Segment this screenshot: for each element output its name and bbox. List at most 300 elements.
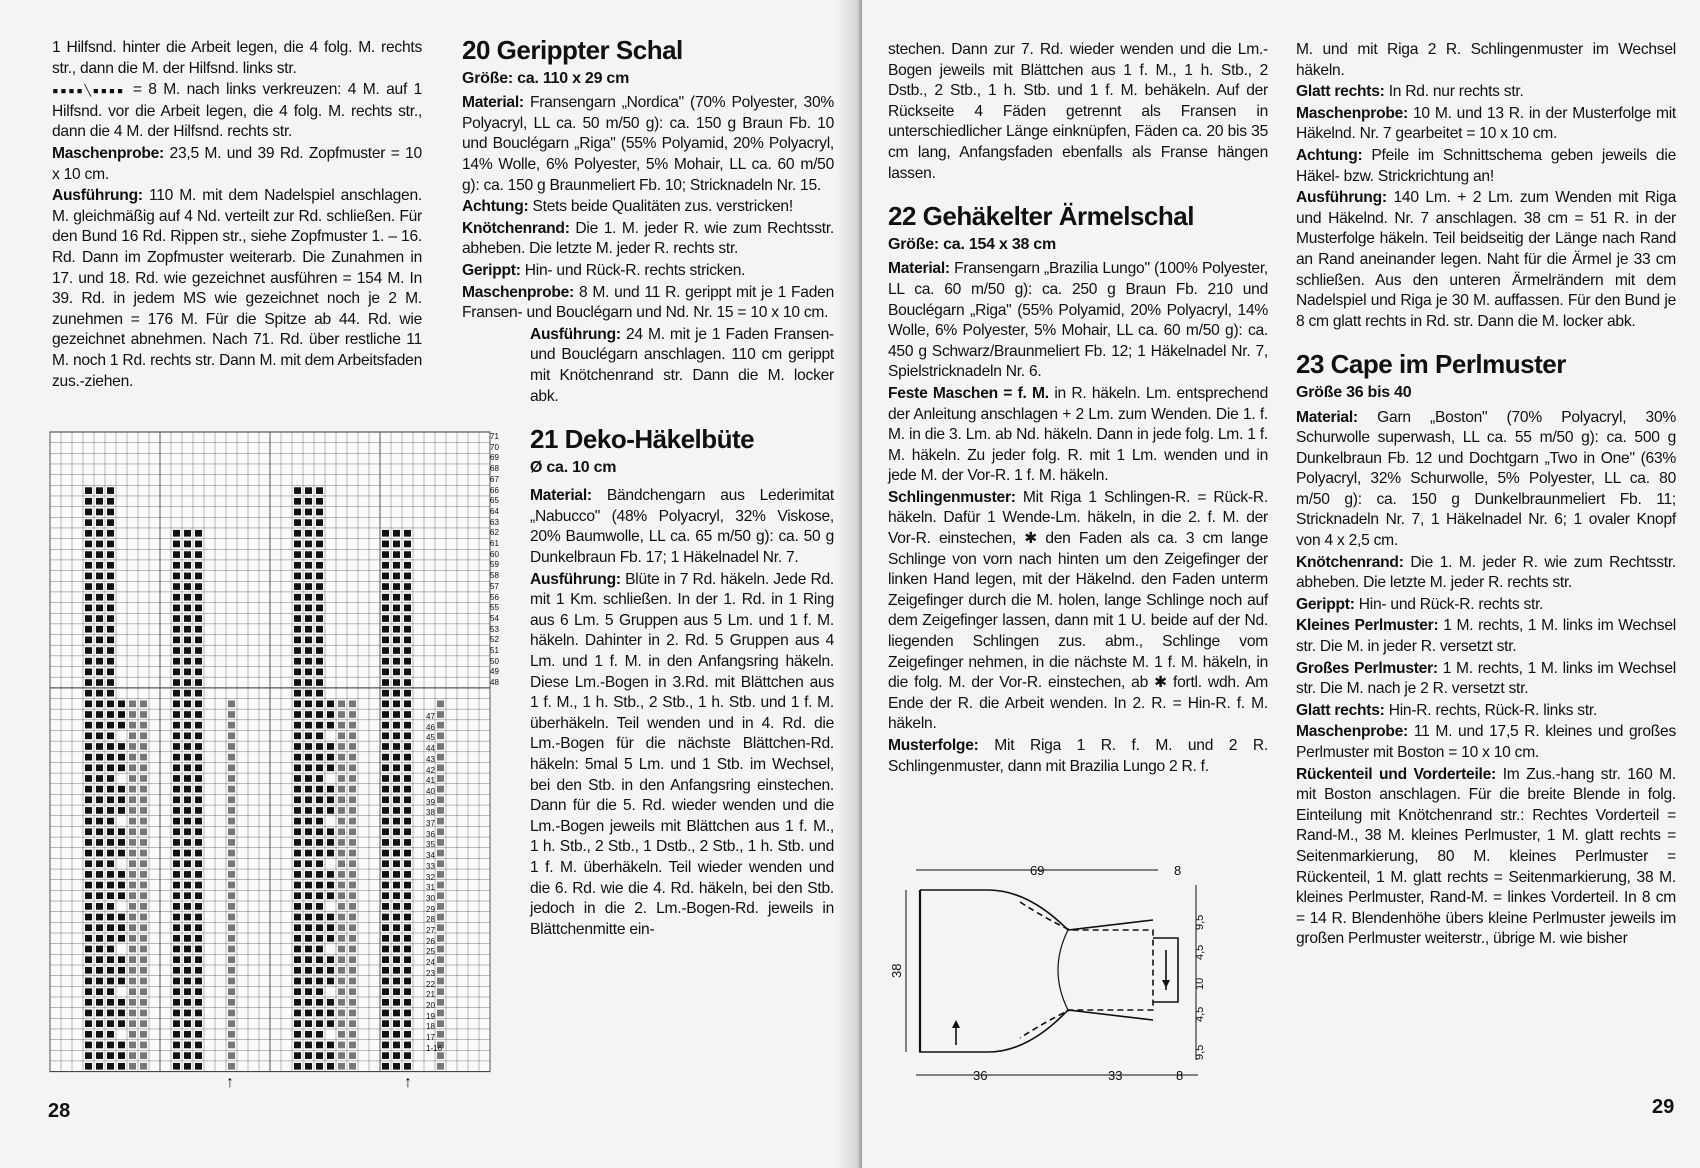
chart-cell xyxy=(316,509,323,516)
chart-cell xyxy=(107,669,114,676)
chart-cell xyxy=(294,732,301,739)
chart-cell xyxy=(195,1031,202,1038)
chart-cell xyxy=(184,637,191,644)
chart-cell xyxy=(96,882,103,889)
chart-cell xyxy=(327,850,334,857)
chart-cell xyxy=(338,935,345,942)
chart-cell xyxy=(195,839,202,846)
chart-cell xyxy=(349,764,356,771)
chart-cell xyxy=(195,669,202,676)
chart-cell xyxy=(382,690,389,697)
chart-cell xyxy=(96,679,103,686)
chart-row-number: 45 xyxy=(426,733,435,743)
chart-cell xyxy=(327,1042,334,1049)
chart-cell xyxy=(173,988,180,995)
chart-cell xyxy=(305,711,312,718)
chart-cell xyxy=(294,530,301,537)
chart-cell xyxy=(85,850,92,857)
chart-cell xyxy=(316,860,323,867)
chart-cell xyxy=(382,605,389,612)
chart-cell xyxy=(173,786,180,793)
chart-cell xyxy=(184,882,191,889)
chart-cell xyxy=(305,871,312,878)
chart-cell xyxy=(338,903,345,910)
chart-cell xyxy=(404,1010,411,1017)
chart-cell xyxy=(393,530,400,537)
chart-cell xyxy=(173,626,180,633)
chart-cell xyxy=(305,956,312,963)
chart-cell xyxy=(294,573,301,580)
chart-cell xyxy=(85,530,92,537)
chart-cell xyxy=(393,551,400,558)
chart-cell xyxy=(349,999,356,1006)
chart-cell xyxy=(85,1020,92,1027)
chart-arrow-1: ↑ xyxy=(226,1074,234,1091)
chart-cell xyxy=(184,828,191,835)
chart-cell xyxy=(294,850,301,857)
chart-cell xyxy=(107,487,114,494)
chart-cell xyxy=(305,530,312,537)
chart-cell xyxy=(85,967,92,974)
chart-cell xyxy=(173,1063,180,1070)
p20-maschenprobe-label: Maschenprobe: xyxy=(462,283,574,301)
chart-cell xyxy=(85,658,92,665)
chart-cell xyxy=(173,722,180,729)
chart-cell xyxy=(184,818,191,825)
ausfuehrung-text: 110 M. mit dem Nadelspiel anschlagen. M. gleichmäßig auf 4 Nd. verteilt zur Rd. schließen. Für den Bund 16 Rd. Rippen str., siehe Zopfmuster 1. – 16. Rd. Dann im Zopfmuster weiterarb. Die Zunahmen in 17. und 18. Rd. wie gezeichnet ausführen = 154 M. In 39. Rd. in jedem MS wie gezeichnet noch je 2 M. zunehmen = 176 M. Für die Spitze ab 44. Rd. wie gezeichnet abnehmen. Nach 71. Rd. über restliche 11 M. noch 1 Rd. rechts str. Dann M. mit dem Arbeitsfaden zus.-ziehen. xyxy=(52,187,422,390)
chart-cell xyxy=(382,871,389,878)
chart-cell xyxy=(184,615,191,622)
chart-cell xyxy=(294,956,301,963)
chart-cell xyxy=(294,914,301,921)
chart-cell xyxy=(96,796,103,803)
chart-cell xyxy=(129,1052,136,1059)
intro-text-2 xyxy=(52,80,422,143)
chart-cell xyxy=(184,764,191,771)
chart-cell xyxy=(404,818,411,825)
chart-cell xyxy=(382,935,389,942)
chart-cell xyxy=(382,647,389,654)
chart-cell xyxy=(316,1010,323,1017)
p23-grosses-perlmuster xyxy=(1296,659,1676,700)
chart-row-number: 57 xyxy=(490,581,499,591)
chart-cell xyxy=(393,669,400,676)
chart-cell xyxy=(140,1042,147,1049)
chart-cell xyxy=(173,807,180,814)
chart-cell xyxy=(173,732,180,739)
chart-cell xyxy=(228,860,235,867)
chart-cell xyxy=(294,487,301,494)
chart-cell xyxy=(184,551,191,558)
chart-cell xyxy=(107,988,114,995)
chart-cell xyxy=(118,743,125,750)
chart-cell xyxy=(382,839,389,846)
chart-cell xyxy=(316,647,323,654)
chart-cell xyxy=(85,924,92,931)
chart-cell xyxy=(173,828,180,835)
chart-cell xyxy=(184,690,191,697)
chart-cell xyxy=(96,999,103,1006)
chart-cell xyxy=(393,871,400,878)
chart-cell xyxy=(96,722,103,729)
chart-cell xyxy=(305,807,312,814)
chart-cell xyxy=(228,701,235,708)
p20-knoetchen-label: Knötchenrand: xyxy=(462,219,570,237)
chart-cell xyxy=(184,988,191,995)
maschenprobe-text: 23,5 M. und 39 Rd. Zopfmuster = 10 x 10 cm. xyxy=(52,144,422,183)
schema-label-8-top: 8 xyxy=(1174,863,1182,878)
chart-cell xyxy=(294,786,301,793)
chart-cell xyxy=(173,583,180,590)
schema-label-9-5-bottom: 9,5 xyxy=(1194,1044,1206,1060)
chart-cell xyxy=(294,807,301,814)
chart-cell xyxy=(393,892,400,899)
chart-cell xyxy=(338,764,345,771)
chart-cell xyxy=(173,978,180,985)
chart-cell xyxy=(382,541,389,548)
chart-cell xyxy=(327,786,334,793)
chart-cell xyxy=(195,637,202,644)
chart-cell xyxy=(173,818,180,825)
p20-gerippt-label: Gerippt: xyxy=(462,261,521,279)
chart-cell xyxy=(393,711,400,718)
chart-cell xyxy=(140,978,147,985)
chart-cell xyxy=(382,882,389,889)
chart-cell xyxy=(107,509,114,516)
chart-cell xyxy=(294,818,301,825)
chart-cell xyxy=(349,871,356,878)
chart-cell xyxy=(404,669,411,676)
chart-cell xyxy=(195,999,202,1006)
chart-cell xyxy=(294,796,301,803)
chart-cell xyxy=(96,924,103,931)
chart-cell xyxy=(96,583,103,590)
chart-cell xyxy=(140,988,147,995)
chart-cell xyxy=(195,573,202,580)
chart-cell xyxy=(195,871,202,878)
chart-cell xyxy=(96,978,103,985)
chart-cell xyxy=(118,935,125,942)
chart-cell xyxy=(118,871,125,878)
chart-cell xyxy=(338,924,345,931)
chart-cell xyxy=(294,551,301,558)
chart-cell xyxy=(107,743,114,750)
chart-cell xyxy=(393,658,400,665)
chart-cell xyxy=(195,850,202,857)
chart-cell xyxy=(184,562,191,569)
chart-cell xyxy=(96,562,103,569)
chart-row-number: 36 xyxy=(426,829,435,839)
chart-cell xyxy=(338,892,345,899)
chart-cell xyxy=(85,860,92,867)
chart-cell xyxy=(305,498,312,505)
chart-cell xyxy=(184,732,191,739)
chart-cell xyxy=(195,796,202,803)
chart-cell xyxy=(85,892,92,899)
chart-cell xyxy=(316,935,323,942)
chart-cell xyxy=(173,1031,180,1038)
chart-cell xyxy=(393,1063,400,1070)
chart-cell xyxy=(107,722,114,729)
p23-gerippt-text: Hin- und Rück-R. rechts str. xyxy=(1358,595,1544,613)
chart-cell xyxy=(338,1031,345,1038)
p21-material-label: Material: xyxy=(530,487,592,505)
chart-cell xyxy=(327,871,334,878)
p23-knoetchen-label: Knötchenrand: xyxy=(1296,553,1404,571)
chart-cell xyxy=(85,839,92,846)
chart-cell xyxy=(129,967,136,974)
chart-cell xyxy=(195,988,202,995)
p20-maschenprobe xyxy=(462,283,834,324)
chart-cell xyxy=(195,1010,202,1017)
chart-cell xyxy=(173,743,180,750)
p23-knoetchen-text: Die 1. M. jeder R. wie zum Rechtsstr. abheben. Die letzte M. jeder R. rechts str. xyxy=(1296,553,1676,592)
chart-cell xyxy=(338,1020,345,1027)
chart-cell xyxy=(96,850,103,857)
chart-cell xyxy=(96,1020,103,1027)
chart-cell xyxy=(85,732,92,739)
chart-cell xyxy=(96,647,103,654)
chart-cell xyxy=(85,818,92,825)
chart-cell xyxy=(107,1031,114,1038)
chart-cell xyxy=(140,903,147,910)
chart-cell xyxy=(404,1031,411,1038)
maschenprobe-label: Maschenprobe: xyxy=(52,144,164,162)
chart-cell xyxy=(382,551,389,558)
chart-cell xyxy=(140,1063,147,1070)
chart-cell xyxy=(107,828,114,835)
chart-cell xyxy=(316,583,323,590)
chart-cell xyxy=(404,956,411,963)
chart-cell xyxy=(96,487,103,494)
chart-cell xyxy=(107,615,114,622)
chart-cell xyxy=(305,1042,312,1049)
chart-cell xyxy=(294,839,301,846)
chart-cell xyxy=(96,658,103,665)
chart-cell xyxy=(294,498,301,505)
p22-schlingen-text: Mit Riga 1 Schlingen-R. = Rück-R. häkeln. Dafür 1 Wende-Lm. häkeln, in die 2. f. M. der Vor-R. einstechen, ✱ den Faden als ca. 3 cm lange Schlinge von vorn nach hinten um den Zeigefinger der linken Hand legen, mit der Häkelnd. den Faden unterm Zeigefinger durch die M. holen, lange Schlinge noch auf dem Zeigefinger lassen, dann mit 1 U. beide auf der Nd. liegenden Schlingen zus. abm., Schlinge vom Zeigefinger nehmen, in die nächste M. 1 f. M. häkeln, in die folg. M. der Vor-R. einstechen, ab ✱ fortl. wdh. Am Ende der R. die Arbeit wenden. In 2. R. = Hin-R. f. M. häkeln. xyxy=(888,488,1268,733)
chart-cell xyxy=(118,807,125,814)
chart-cell xyxy=(316,519,323,526)
chart-cell xyxy=(184,978,191,985)
chart-cell xyxy=(294,860,301,867)
chart-cell xyxy=(228,786,235,793)
chart-cell xyxy=(338,796,345,803)
chart-cell xyxy=(349,924,356,931)
p22-musterfolge xyxy=(888,736,1268,777)
chart-cell xyxy=(140,818,147,825)
chart-cell xyxy=(173,562,180,569)
chart-cell xyxy=(140,956,147,963)
chart-cell xyxy=(85,807,92,814)
schema-label-69: 69 xyxy=(1030,863,1045,878)
chart-cell xyxy=(404,796,411,803)
p23-gerippt-label: Gerippt: xyxy=(1296,595,1355,613)
chart-cell xyxy=(96,669,103,676)
chart-cell xyxy=(195,754,202,761)
chart-row-number: 41 xyxy=(426,776,435,786)
chart-cell xyxy=(107,796,114,803)
chart-cell xyxy=(349,988,356,995)
chart-cell xyxy=(184,711,191,718)
chart-cell xyxy=(85,1063,92,1070)
chart-cell xyxy=(85,541,92,548)
chart-cell xyxy=(195,786,202,793)
chart-cell xyxy=(140,722,147,729)
chart-cell xyxy=(107,946,114,953)
chart-cell xyxy=(85,519,92,526)
p21-material xyxy=(462,486,834,568)
chart-row-number: 60 xyxy=(490,549,499,559)
chart-row-number: 51 xyxy=(490,646,499,656)
chart-cell xyxy=(316,956,323,963)
chart-cell xyxy=(338,871,345,878)
chart-cell xyxy=(184,647,191,654)
chart-cell xyxy=(173,764,180,771)
chart-cell xyxy=(118,978,125,985)
chart-cell xyxy=(382,1010,389,1017)
chart-cell xyxy=(404,637,411,644)
chart-cell xyxy=(85,551,92,558)
chart-cell xyxy=(305,519,312,526)
chart-row-number: 18 xyxy=(426,1022,435,1032)
p22-material-label: Material: xyxy=(888,260,950,278)
chart-cell xyxy=(305,839,312,846)
chart-cell xyxy=(129,956,136,963)
chart-cell xyxy=(305,669,312,676)
chart-row-number: 65 xyxy=(490,496,499,506)
chart-cell xyxy=(294,605,301,612)
chart-cell xyxy=(382,722,389,729)
chart-cell xyxy=(316,892,323,899)
chart-cell xyxy=(404,754,411,761)
chart-cell xyxy=(118,967,125,974)
chart-cell xyxy=(195,701,202,708)
chart-cell xyxy=(129,946,136,953)
chart-cell xyxy=(85,711,92,718)
chart-cell xyxy=(140,946,147,953)
chart-cell xyxy=(173,701,180,708)
ausfuehrung-label: Ausführung: xyxy=(52,187,143,205)
chart-cell xyxy=(140,871,147,878)
chart-cell xyxy=(404,999,411,1006)
p23-material-label: Material: xyxy=(1296,408,1358,426)
chart-cell xyxy=(173,999,180,1006)
chart-cell xyxy=(129,732,136,739)
chart-row-number: 68 xyxy=(490,464,499,474)
schema-label-8-bottom: 8 xyxy=(1176,1068,1184,1083)
chart-cell xyxy=(195,956,202,963)
chart-cell xyxy=(228,796,235,803)
page-right xyxy=(862,0,1700,1168)
chart-cell xyxy=(382,743,389,750)
chart-cell xyxy=(305,594,312,601)
chart-cell xyxy=(184,594,191,601)
chart-cell xyxy=(338,988,345,995)
chart-row-number: 37 xyxy=(426,819,435,829)
chart-cell xyxy=(393,956,400,963)
chart-cell xyxy=(228,1042,235,1049)
chart-cell xyxy=(316,1042,323,1049)
chart-cell xyxy=(184,626,191,633)
chart-cell xyxy=(294,988,301,995)
chart-cell xyxy=(173,860,180,867)
chart-cell xyxy=(96,988,103,995)
chart-cell xyxy=(107,999,114,1006)
chart-cell xyxy=(129,775,136,782)
chart-cell xyxy=(184,669,191,676)
chart-cell xyxy=(382,807,389,814)
chart-row-number: 34 xyxy=(426,851,435,861)
chart-cell xyxy=(316,967,323,974)
chart-cell xyxy=(173,956,180,963)
chart-row-number: 44 xyxy=(426,744,435,754)
chart-cell xyxy=(140,786,147,793)
p23-material-text: Garn „Boston" (70% Polyacryl, 30% Schurwolle superwash, LL ca. 55 m/50 g): ca. 500 g Dunkelbraun Fb. 12 und Dochtgarn „Two in One" (63% Polyacryl, 32% Schurwolle, 5% Polyester, LL ca. 80 m/50 g): ca. 150 g Dunkelbraunmeliert Fb. 11; Stricknadeln Nr. 7, 1 Häkelnadel Nr. 6; 1 ovaler Knopf von 4 x 2,5 cm. xyxy=(1296,408,1676,550)
chart-cell xyxy=(294,903,301,910)
chart-cell xyxy=(140,711,147,718)
p22-ausfuehrung xyxy=(1296,188,1676,332)
chart-cell xyxy=(393,828,400,835)
chart-cell xyxy=(294,658,301,665)
chart-cell xyxy=(184,850,191,857)
chart-cell xyxy=(404,615,411,622)
chart-cell xyxy=(294,1063,301,1070)
chart-cell xyxy=(107,860,114,867)
p22-glatt-rechts xyxy=(1296,82,1676,103)
chart-cell xyxy=(327,967,334,974)
chart-cell xyxy=(404,775,411,782)
chart-cell xyxy=(382,1063,389,1070)
chart-cell xyxy=(118,1020,125,1027)
chart-cell xyxy=(118,914,125,921)
chart-cell xyxy=(316,541,323,548)
p20-material-text: Fransengarn „Nordica" (70% Polyester, 30% Polyacryl, LL ca. 50 m/50 g): ca. 150 g Braun Fb. 10 und Bouclégarn „Riga" (55% Polyamid, 20% Polyacryl, 14% Wolle, 6% Polyester, 5% Mohair, LL ca. 60 m/50 g): ca. 150 g Braunmeliert Fb. 10; Stricknadeln Nr. 15. xyxy=(462,94,834,194)
chart-cell xyxy=(305,1031,312,1038)
chart-cell xyxy=(338,1052,345,1059)
chart-cell xyxy=(140,775,147,782)
chart-cell xyxy=(294,946,301,953)
chart-cell xyxy=(107,892,114,899)
chart-cell xyxy=(85,935,92,942)
chart-cell xyxy=(173,935,180,942)
chart-cell xyxy=(327,1052,334,1059)
chart-cell xyxy=(305,882,312,889)
chart-cell xyxy=(195,818,202,825)
chart-row-number: 35 xyxy=(426,840,435,850)
chart-cell xyxy=(393,839,400,846)
p21-continuation: stechen. Dann zur 7. Rd. wieder wenden und die Lm.-Bogen jeweils mit Blättchen aus 1 f. M., 1 h. Stb., 2 Dstb., 2 Stb., 1 h. Stb. und 1 f. M. behäkeln. Auf der Rückseite 4 Fäden getrennt als Fransen in unterschiedlicher Länge einknüpfen, Fäden ca. 20 bis 35 cm lang, Anfangsfaden ebenfalls als Franse hängen lassen. xyxy=(888,41,1268,182)
chart-cell xyxy=(393,615,400,622)
chart-cell xyxy=(327,807,334,814)
chart-cell xyxy=(316,669,323,676)
chart-cell xyxy=(85,637,92,644)
chart-cell xyxy=(107,1020,114,1027)
chart-cell xyxy=(107,818,114,825)
page-number-right: 29 xyxy=(1652,1096,1675,1118)
p22-material-text: Fransengarn „Brazilia Lungo" (100% Polyester, LL ca. 60 m/50 g): ca. 250 g Braun Fb. 210 und Bouclégarn „Riga" (55% Polyamid, 20% Polyacryl, 14% Wolle, 6% Polyester, 5% Mohair, LL ca. 60 m/50 g): ca. 450 g Schwarz/Braunmeliert Fb. 12; 1 Häkelnadel Nr. 7, Spielstricknadeln Nr. 6. xyxy=(888,260,1268,381)
chart-cell xyxy=(305,1010,312,1017)
chart-row-number: 17 xyxy=(426,1033,435,1043)
chart-cell xyxy=(316,807,323,814)
chart-cell xyxy=(294,892,301,899)
chart-cell xyxy=(85,1031,92,1038)
chart-cell xyxy=(327,956,334,963)
chart-cell xyxy=(228,1010,235,1017)
chart-cell xyxy=(316,988,323,995)
chart-cell xyxy=(316,754,323,761)
chart-cell xyxy=(96,732,103,739)
